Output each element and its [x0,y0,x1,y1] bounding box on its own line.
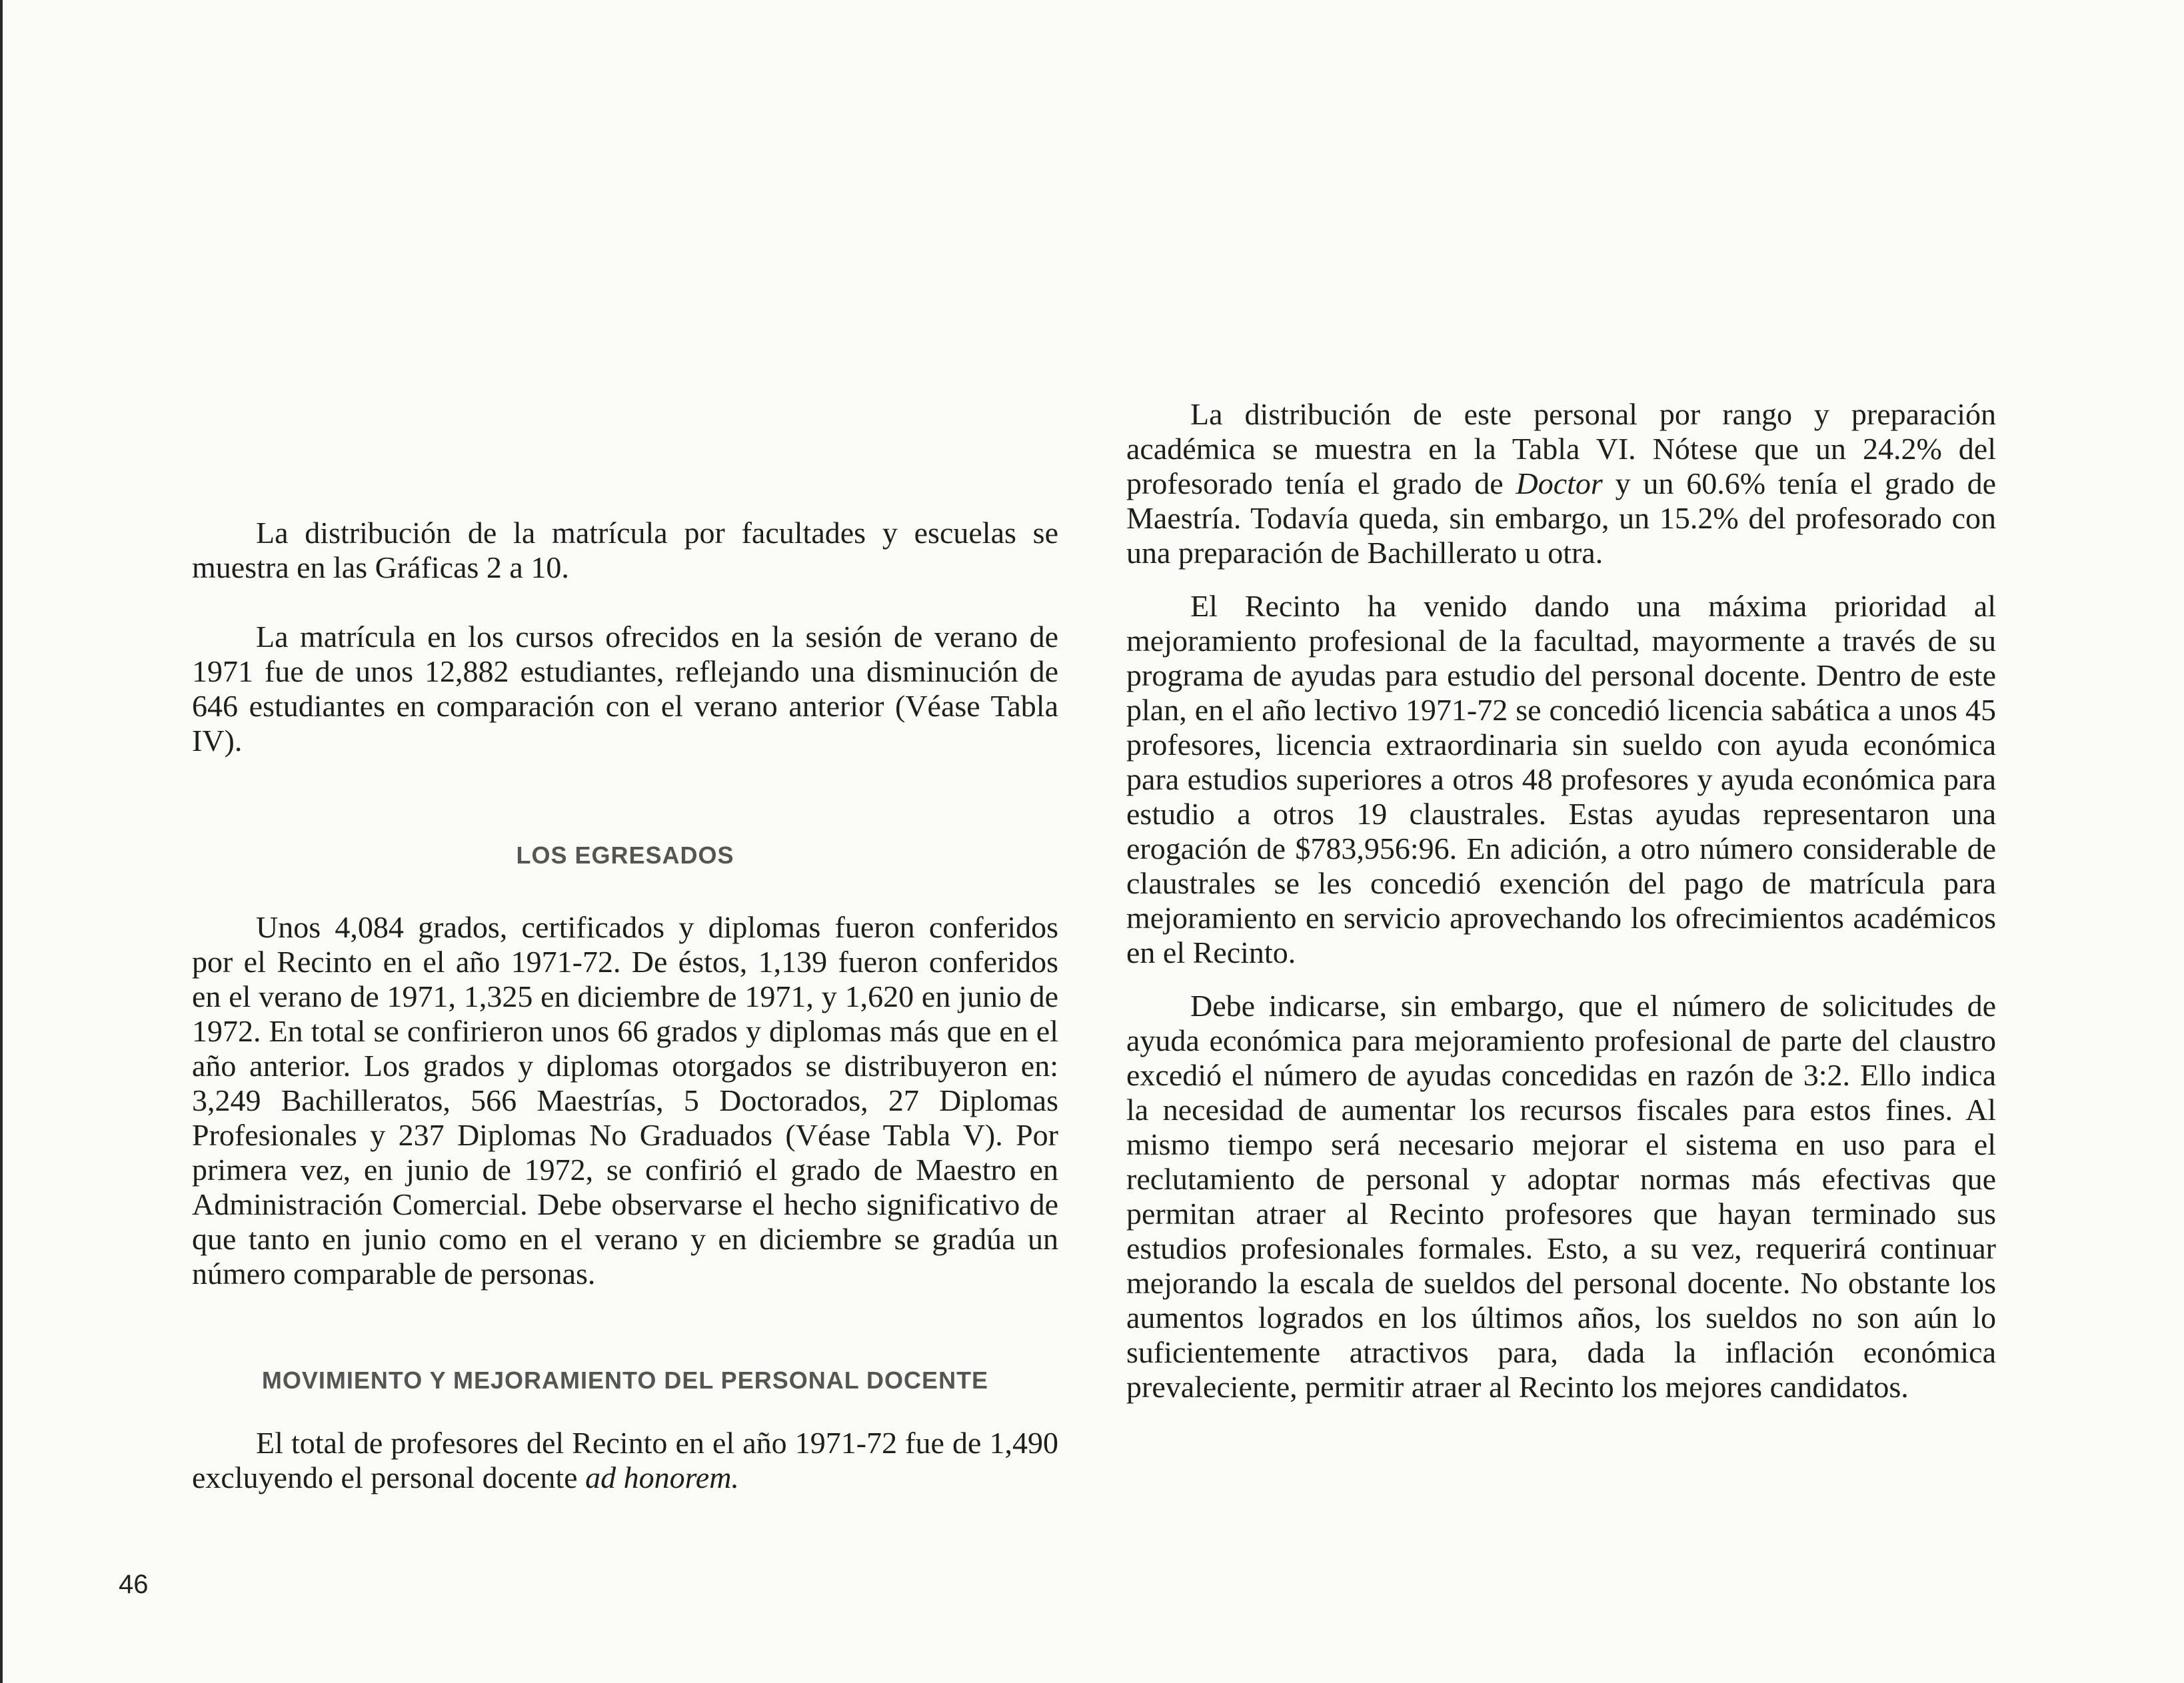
section-spacer [192,758,1058,841]
paragraph-solicitudes-ayuda: Debe indicarse, sin embargo, que el número de solicitudes de ayuda económica para mejoramiento profesional de parte del claustro excedió el número de ayudas concedidas en razón de 3:2. Ello indica la necesidad de aumentar los recursos fiscales para estos fines. Al mismo tiempo será necesario mejorar el sistema en uso para el reclutamiento de personal y adoptar normas más efectivas que permitan atraer al Recinto profesores que hayan terminado sus estudios profesionales formales. Esto, a su vez, requerirá continuar mejorando la escala de sueldos del personal docente. No obstante los aumentos logrados en los últimos años, los sueldos no son aún lo suficientemente atractivos para, dada la inflación económica prevaleciente, permitir atraer al Recinto los mejores candidatos. [1126,989,1996,1404]
paragraph-distribucion-matricula: La distribución de la matrícula por facultades y escuelas se muestra en las Gráficas 2 a 10. [192,516,1058,584]
page-number: 46 [119,1570,149,1599]
heading-los-egresados: LOS EGRESADOS [516,842,734,869]
italic-text: Doctor [1516,466,1603,500]
paragraph-spacer [1126,970,1996,989]
italic-text: ad honorem. [585,1460,739,1494]
text-run: y un 60.6% tenía el grado de Maestría. Todavía queda, sin embargo, un 15.2% del profesorado con una preparación de Bachillerato u otra. [1126,466,1997,570]
right-column [1126,397,1996,1404]
paragraph-total-profesores [192,1426,1058,1495]
paragraph-mejoramiento-profesional: El Recinto ha venido dando una máxima prioridad al mejoramiento profesional de la facultad, mayormente a través de su programa de ayudas para estudio del personal docente. Dentro de este plan, en el año lectivo 1971-72 se concedió licencia sabática a unos 45 profesores, licencia extraordinaria sin sueldo con ayuda económica para estudios superiores a otros 48 profesores y ayuda económica para estudio a otros 19 claustrales. Estas ayudas representaron una erogación de $783,956:96. En adición, a otro número considerable de claustrales se les concedió exención del pago de matrícula para mejoramiento en servicio aprovechando los ofrecimientos académicos en el Recinto. [1126,589,1996,969]
section-spacer [192,870,1058,910]
section-spacer [192,1395,1058,1426]
paragraph-spacer [192,585,1058,620]
text-run: La distribución de este personal por rango y preparación académica se muestra en la Tabla VI. Nótese que un 24.2% del profesorado tenía el grado de [1126,397,1996,500]
paragraph-distribucion-personal [1126,397,1996,570]
text-run: El total de profesores del Recinto en el año 1971-72 fue de 1,490 excluyendo el personal docente [192,1426,1058,1494]
paragraph-egresados: Unos 4,084 grados, certificados y diplomas fueron conferidos por el Recinto en el año 1971-72. De éstos, 1,139 fueron conferidos en el verano de 1971, 1,325 en diciembre de 1971, y 1,620 en junio de 1972. En total se confirieron unos 66 grados y diplomas más que en el año anterior. Los grados y diplomas otorgados se distribuyeron en: 3,249 Bachilleratos, 566 Maestrías, 5 Doctorados, 27 Diplomas Profesionales y 237 Diplomas No Graduados (Véase Tabla V). Por primera vez, en junio de 1972, se confirió el grado de Maestro en Administración Comercial. Debe observarse el hecho significativo de que tanto en junio como en el verano y en diciembre se gradúa un número comparable de personas. [192,910,1058,1291]
paragraph-sesion-verano: La matrícula en los cursos ofrecidos en la sesión de verano de 1971 fue de unos 12,882 estudiantes, reflejando una disminución de 646 estudiantes en comparación con el verano anterior (Véase Tabla IV). [192,620,1058,758]
left-column [192,516,1058,1495]
paragraph-spacer [1126,570,1996,589]
heading-movimiento-personal: MOVIMIENTO Y MEJORAMIENTO DEL PERSONAL DOCENTE [261,1367,989,1394]
section-spacer [192,1291,1058,1366]
binding-edge [0,0,3,1683]
